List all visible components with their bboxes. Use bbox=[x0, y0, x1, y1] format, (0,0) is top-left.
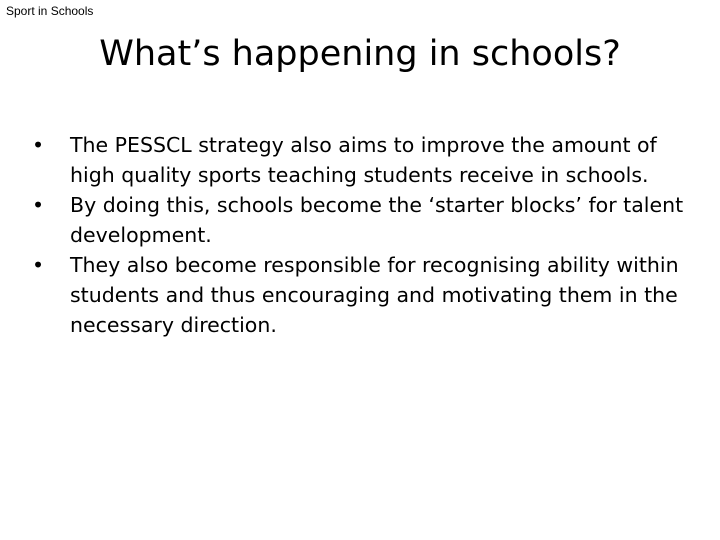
bullet-text: They also become responsible for recognising ability within students and thus encouraging and motivating them in the necessary direction. bbox=[70, 253, 679, 337]
bullet-item bbox=[32, 130, 702, 190]
header-tag: Sport in Schools bbox=[6, 4, 94, 18]
bullet-icon: • bbox=[32, 133, 45, 157]
slide-title: What’s happening in schools? bbox=[99, 34, 621, 74]
bullet-text: The PESSCL strategy also aims to improve the amount of high quality sports teaching students receive in schools. bbox=[70, 133, 657, 187]
bullet-text: By doing this, schools become the ‘starter blocks’ for talent development. bbox=[70, 193, 684, 247]
bullet-icon: • bbox=[32, 193, 45, 217]
bullet-icon: • bbox=[32, 253, 45, 277]
bullet-item bbox=[32, 250, 702, 340]
bullet-list bbox=[32, 130, 702, 340]
bullet-item bbox=[32, 190, 702, 250]
